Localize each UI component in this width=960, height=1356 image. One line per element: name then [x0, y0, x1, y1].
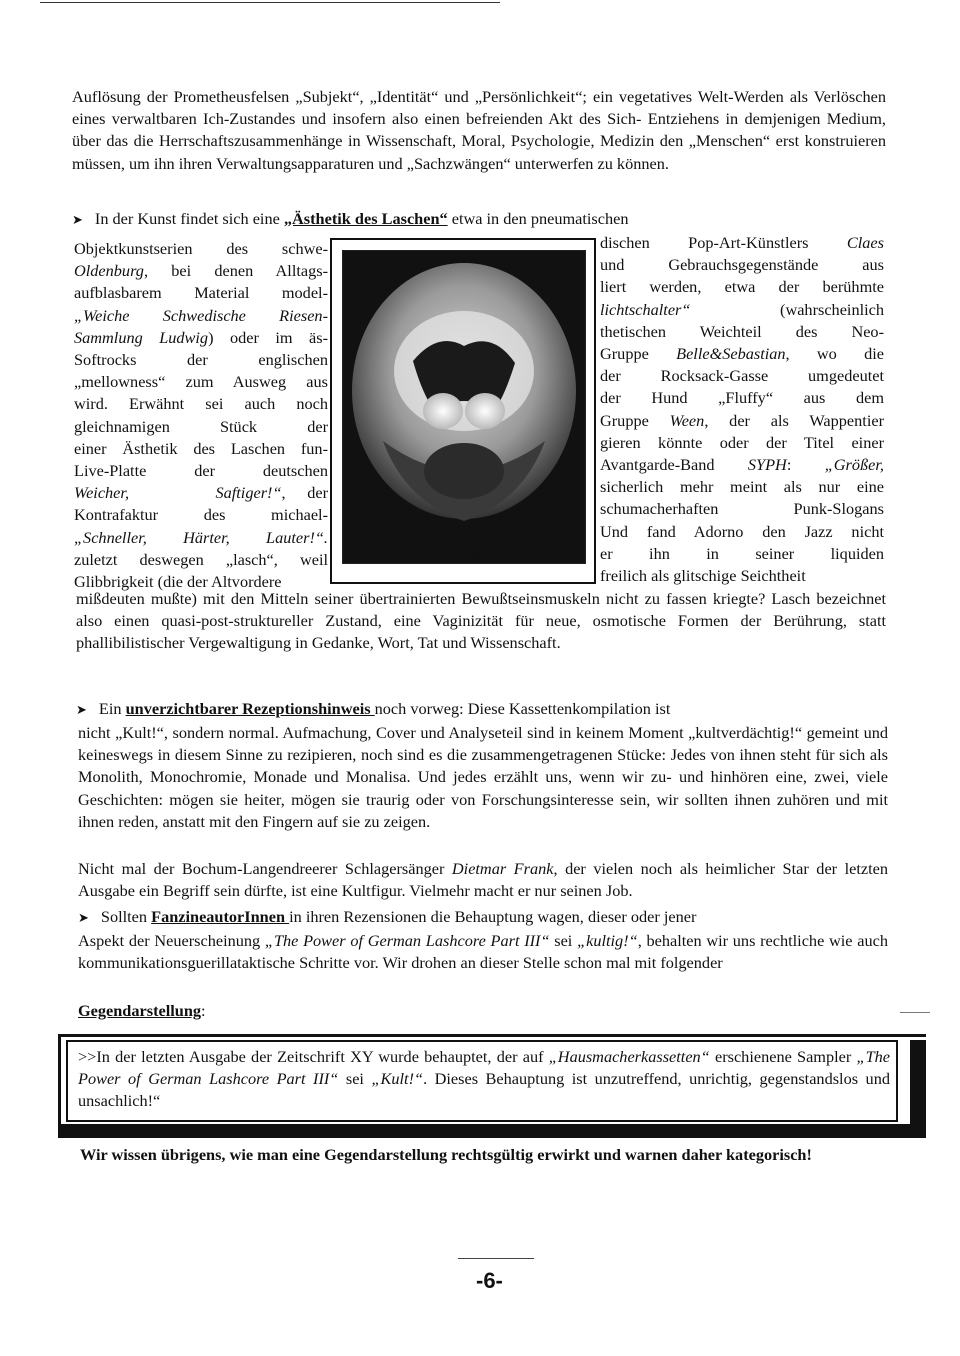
- term-fanzineautorinnen: FanzineautorInnen: [151, 907, 290, 926]
- right-line-syph: Avantgarde-Band SYPH: „Größer,: [600, 455, 884, 475]
- paragraph-dietmar: Nicht mal der Bochum-Langendreerer Schlagersänger Dietmar Frank, der vielen noch als heimlicher Star der letzten Ausgabe ein Begriff sein dürfte, ist eine Kultfigur. Vielmehr macht er nur seinen Job.: [78, 859, 888, 901]
- warning-text: Wir wissen übrigens, wie man eine Gegendarstellung rechtsgültig erwirkt und warnen daher kategorisch!: [80, 1145, 812, 1164]
- frame-shadow-right: [910, 1040, 926, 1138]
- bullet-arrow-icon: ➤: [76, 702, 87, 717]
- frame-shadow-bottom: [58, 1124, 926, 1138]
- left-column: Objektkunstserien des schwe- Oldenburg, bei denen Alltags- aufblasbarem Material model- „Weiche Schwedische Riesen- Sammlung Ludwig) oder im äs- Softrocks der englischen „mellowness“ zum Ausweg aus wird. Erwähnt sei auch noch gleichnamigen Stück der einer Ästhetik des Laschen fun- Live-Platte der deutschen Weicher, Saftiger!“, der Kontrafaktur des michael- „Schneller, Härter, Lauter!“. zuletzt deswegen „lasch“, weil Glibbrigkeit (die der Altvordere: [74, 239, 328, 592]
- paragraph-rezeption: nicht „Kult!“, sondern normal. Aufmachung, Cover und Analyseteil sind in keinem Moment „kultverdächtig!“ gemeint und keineswegs in diesem Sinne zu rezipieren, noch sind es die zusammengetragenen Stücke: Jedes von ihnen steht für sich als Monolith, Monochromie, Monade und Monalisa. Und jedes erzählt uns, wenn wir zu- und hinhören eine, zwei, viele Geschichten: mögen sie heiter, mögen sie traurig oder von Forschungsinteresse sein, wir sollten ihnen zuhören und mit ihnen reden, anstatt mit den Fingern auf sie zu zeigen.: [78, 723, 888, 831]
- bullet-rezeption: ➤ Ein unverzichtbarer Rezeptionshinweis noch vorweg: Diese Kassettenkompilation ist: [76, 699, 671, 718]
- figure-oldenburg: [330, 238, 596, 584]
- paragraph-intro: Auflösung der Prometheusfelsen „Subjekt“, „Identität“ und „Persönlichkeit“; ein vegetatives Welt-Werden als Verlöschen eines verwaltbaren Ich-Zustandes und insofern also einen befreienden Akt des Sich- Entziehens in demjenigen Medium, über das die Herrschaftszusammenhänge in Wissenschaft, Moral, Psychologie, Medizin den „Menschen“ erst konstruieren müssen, um ihn ihren Verwaltungsapparaturen und „Sachzwängen“ unterwerfen zu können.: [72, 87, 886, 173]
- term-aesthetik: „Ästhetik des Laschen“: [283, 209, 448, 228]
- right-line-lichtschalter: lichtschalter“ (wahrscheinlich: [600, 299, 884, 319]
- term-rezeptionshinweis: unverzichtbarer Rezeptionshinweis: [125, 699, 375, 718]
- counter-statement-text: >>In der letzten Ausgabe der Zeitschrift XY wurde behauptet, der auf „Hausmacherkassetten“ erschienene Sampler „The Power of German Lashcore Part III“ sei „Kult!“. Dieses Behauptung ist unzutreffend, unrichtig, gegenstandslos und unsachlich!“: [78, 1047, 890, 1111]
- page-number: -6-: [476, 1268, 503, 1293]
- margin-dash: [900, 1012, 930, 1013]
- bullet-arrow-icon: ➤: [72, 212, 83, 227]
- bullet-arrow-icon: ➤: [78, 910, 89, 925]
- left-line-oldenburg: Oldenburg, bei denen Alltags-: [74, 261, 328, 281]
- figure-caption: Claes Oldenburg. Weicher schwedischer Riesenschalter; 1966: [382, 538, 516, 559]
- left-line-weicher: Weicher, Saftiger!“, der: [74, 483, 328, 503]
- right-line-ween: Gruppe Ween, der als Wappentier: [600, 410, 884, 430]
- left-line-sammlung: Sammlung Ludwig) oder im äs-: [74, 327, 328, 347]
- bullet-fanzine: ➤ Sollten FanzineautorInnen in ihren Rezensionen die Behauptung wagen, dieser oder jener: [78, 907, 697, 926]
- right-line-belle: Gruppe Belle&Sebastian, wo die: [600, 344, 884, 364]
- right-line-claes: dischen Pop-Art-Künstlers Claes: [600, 233, 884, 252]
- bullet-kunst: ➤ In der Kunst findet sich eine „Ästhetik des Laschen“ etwa in den pneumatischen: [72, 209, 629, 228]
- footer-rule: [458, 1258, 534, 1259]
- paragraph-lasch: mißdeuten mußte) mit den Mitteln seiner übertrainierten Bewußtseinsmuskeln nicht zu fassen kriegte? Lasch bezeichnet also einen quasi-post-struktureller Zustand, eine Vaginizität für neue, osmotische Formen der Berührung, statt phallibilistischer Vergewaltigung in Gedanke, Wort, Tat und Wissenschaft.: [76, 589, 886, 653]
- heading-gegendarstellung: Gegendarstellung:: [78, 1001, 206, 1020]
- paragraph-fanzine: Aspekt der Neuerscheinung „The Power of German Lashcore Part III“ sei „kultig!“, behalten wir uns rechtliche wie auch kommunikationsguerillataktische Schritte vor. Wir drohen an dieser Stelle schon mal mit folgender: [78, 931, 888, 973]
- right-column: dischen Pop-Art-Künstlers Claes und Gebrauchsgegenstände aus liert werden, etwa der berühmte lichtschalter“ (wahrscheinlich thetischen Weichteil des Neo- Gruppe Belle&Sebastian, wo die der Rocksack-Gasse umgedeutet der Hund „Fluffy“ aus dem Gruppe Ween, der als Wappentier gieren könnte oder der Titel einer Avantgarde-Band SYPH: „Größer, sicherlich mehr meint als nur eine schumacherhaften Punk-Slogans Und fand Adorno den Jazz nicht er ihn in seiner liquiden freilich als glitschige Seichtheit: [600, 233, 884, 586]
- top-rule: [40, 2, 500, 3]
- photo-soft-switch: [342, 250, 586, 564]
- photo-image-icon: [343, 251, 585, 563]
